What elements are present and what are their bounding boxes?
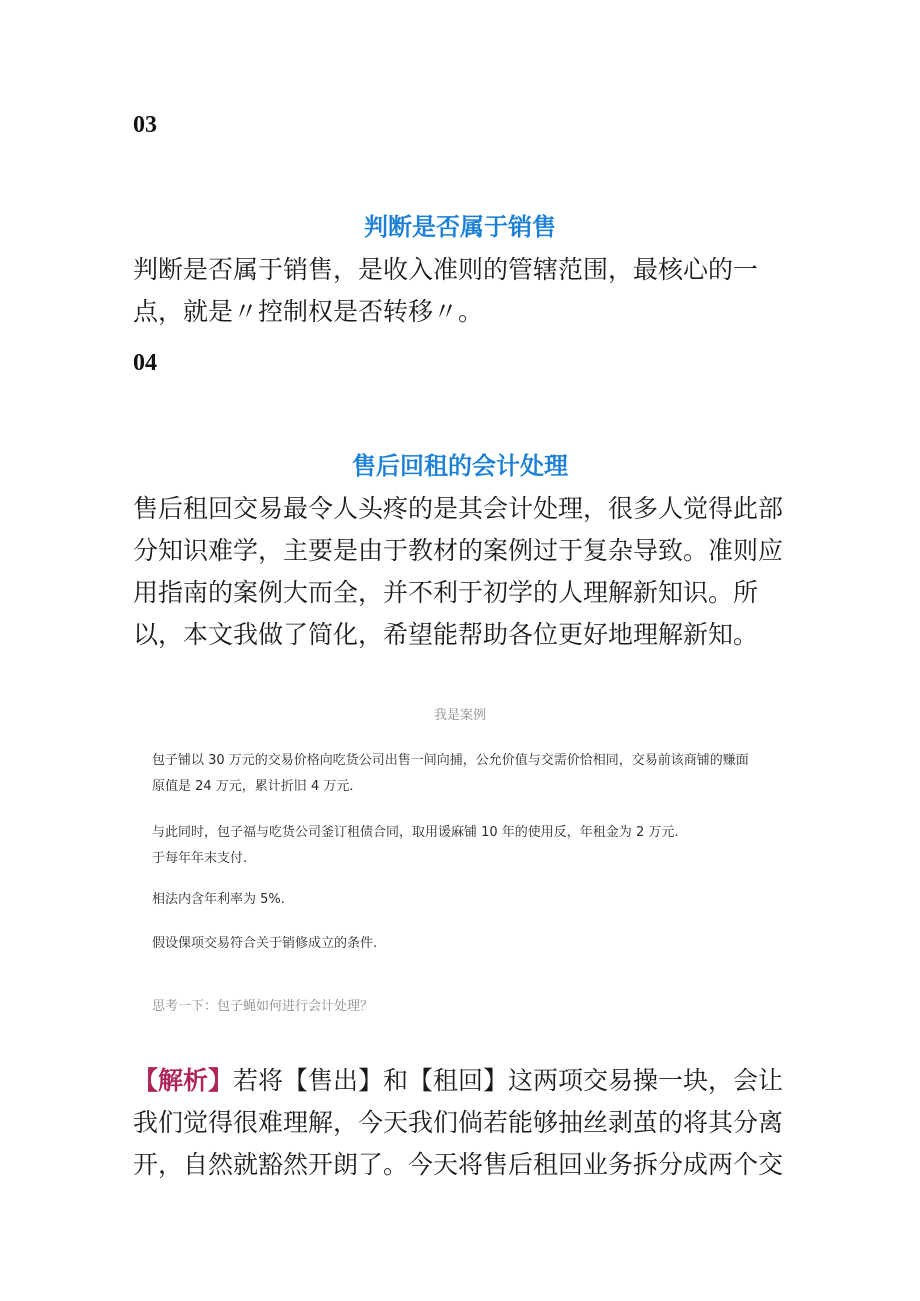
analysis-tag: 【解析】 <box>133 1066 234 1095</box>
section-number-03: 03 <box>133 112 157 138</box>
case-paragraph-3: 相法内含年利率为 5%. <box>152 892 285 907</box>
case-paragraph-1 <box>152 748 812 800</box>
analysis-paragraph <box>133 1060 793 1186</box>
paragraph-line: 以，本文我做了简化，希望能帮助各位更好地理解新知。 <box>133 620 759 649</box>
paragraph-line: 用指南的案例大而全，并不利于初学的人理解新知识。所 <box>133 578 759 607</box>
case-question: 思考一下：包子蝇如何进行会计处理？ <box>152 999 374 1014</box>
case-paragraph-4: 假设倮项交易符合关于销修成立的条件. <box>152 936 378 951</box>
case-line: 原值是 24 万元，累计折旧 4 万元. <box>152 779 354 794</box>
case-line: 于每年年末支付. <box>152 851 248 866</box>
paragraph-line: 判断是否属于销售，是收入准则的管辖范围，最核心的一 <box>133 255 759 284</box>
section-paragraph-03 <box>133 249 793 333</box>
paragraph-line: 分知识难学，主要是由于教材的案例过于复杂导致。准则应 <box>133 536 784 565</box>
paragraph-line: 开，自然就豁然开朗了。今天将售后租回业务拆分成两个交 <box>133 1150 784 1179</box>
analysis-line-1-text: 若将【售出】和【租回】这两项交易操一块，会让 <box>233 1066 784 1095</box>
case-line: 包子铺以 30 万元的交易价格向吃货公司出售一间向捕，公允价值与交需价恰相同，交易前该商铺的赚面 <box>152 753 749 768</box>
section-number-04: 04 <box>133 350 157 376</box>
case-paragraph-2 <box>152 820 812 872</box>
case-title: 我是案例 <box>433 708 486 723</box>
case-line: 与此同时，包子福与吃货公司釜订租债合同，取用谖麻铺 10 年的使用反，年租金为 2 万元. <box>152 825 679 840</box>
paragraph-line: 售后租回交易最令人头疼的是其会计处理，很多人觉得此部 <box>133 494 784 523</box>
paragraph-line <box>133 1060 793 1102</box>
section-paragraph-04 <box>133 488 793 656</box>
paragraph-line: 点，就是〃控制权是否转移〃。 <box>133 297 484 326</box>
section-heading-03: 判断是否属于销售 <box>364 213 556 241</box>
paragraph-line: 我们觉得很难理解，今天我们倘若能够抽丝剥茧的将其分离 <box>133 1108 784 1137</box>
section-heading-04: 售后回租的会计处理 <box>352 452 568 480</box>
